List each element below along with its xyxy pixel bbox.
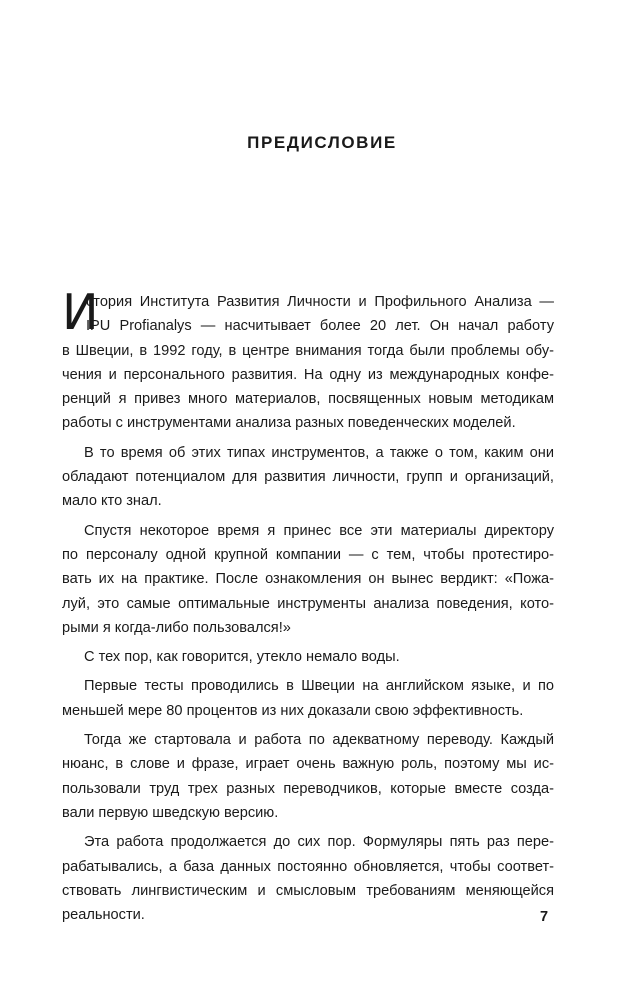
page-number: 7 — [540, 909, 549, 925]
drop-cap: И — [62, 284, 99, 341]
page-title: ПРЕДИСЛОВИЕ — [247, 133, 397, 152]
text-line: Эта работа продолжается до сих пор. Формуляры пять раз пере- — [84, 834, 554, 851]
text-line: в Швеции, в 1992 году, в центре внимания тогда были проблемы обу- — [62, 342, 554, 359]
text-line: мало кто знал. — [62, 493, 162, 510]
text-line: рабатывались, а база данных постоянно обновляется, чтобы соответ- — [62, 858, 554, 875]
paragraph — [62, 441, 554, 514]
text-line: меньшей мере 80 процентов из них доказали свою эффективность. — [62, 702, 524, 719]
text-line: обладают потенциалом для развития личности, групп и организаций, — [62, 469, 554, 486]
text-line: В то время об этих типах инструментов, а также о том, каким они — [84, 444, 554, 461]
text-line: Первые тесты проводились в Швеции на английском языке, и по — [84, 678, 554, 695]
text-line: чения и персонального развития. На одну из международных конфе- — [62, 366, 554, 383]
text-line: рыми я когда-либо пользовался!» — [62, 619, 291, 636]
text-line: работы с инструментами анализа разных поведенческих моделей. — [62, 415, 516, 432]
paragraph — [62, 284, 554, 436]
paragraph — [62, 728, 554, 825]
paragraph — [62, 519, 554, 640]
text-line: по персоналу одной крупной компании — с тем, чтобы протестиро- — [62, 546, 554, 563]
text-line: Тогда же стартовала и работа по адекватному переводу. Каждый — [84, 732, 554, 749]
text-line: вать их на практике. После ознакомления он вынес вердикт: «Пожа- — [62, 571, 554, 588]
text-line: Спустя некоторое время я принес все эти материалы директору — [84, 522, 554, 539]
text-line: луй, это самые оптимальные инструменты анализа поведения, кото- — [62, 595, 554, 612]
paragraph — [62, 830, 554, 927]
text-line: пользовали труд трех разных переводчиков, которые вместе созда- — [62, 780, 554, 797]
text-line: реальности. — [62, 907, 145, 924]
text-line: ренций я привез много материалов, посвященных новым методикам — [62, 391, 554, 408]
text-line: IPU Profianalys — насчитывает более 20 лет. Он начал работу — [86, 318, 554, 335]
text-line: нюанс, в слове и фразе, играет очень важную роль, поэтому мы ис- — [62, 756, 554, 773]
body-text — [62, 284, 554, 927]
text-line: ствовать лингвистическим и смысловым требованиям меняющейся — [62, 882, 554, 899]
text-line: С тех пор, как говорится, утекло немало воды. — [84, 649, 400, 666]
text-line: стория Института Развития Личности и Профильного Анализа — — [86, 294, 554, 310]
paragraph — [62, 645, 554, 669]
paragraph — [62, 674, 554, 723]
text-line: вали первую шведскую версию. — [62, 804, 279, 821]
